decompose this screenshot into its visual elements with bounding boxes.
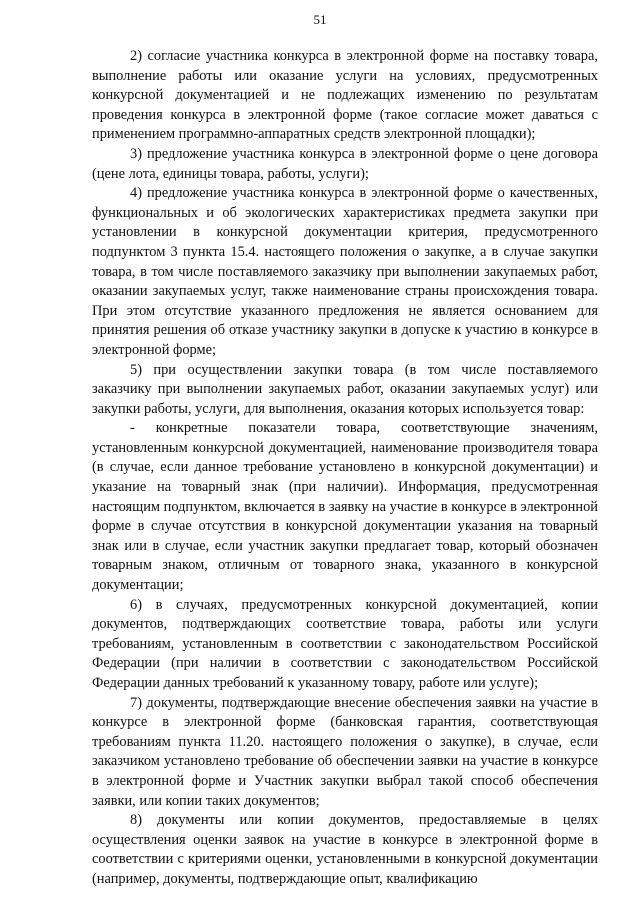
paragraph-item-8: 8) документы или копии документов, предоставляемые в целях осуществления оценки заявок на участие в конкурсе в электронной форме в соответствии с критериями оценки, установленными в конкурсной документации (например, документы, подтверждающие опыт, квалификацию [92, 812, 598, 887]
paragraph-item-2: 2) согласие участника конкурса в электронной форме на поставку товара, выполнение работы или оказание услуги на условиях, предусмотренных конкурсной документацией и не подлежащих изменению по результатам проведения конкурса в электронной форме (такое согласие может даваться с применением программно-аппаратных средств электронной площадки); [92, 48, 598, 143]
page-number: 51 [313, 12, 327, 27]
paragraph-item-7: 7) документы, подтверждающие внесение обеспечения заявки на участие в конкурсе в электронной форме (банковская гарантия, соответствующая требованиям пункта 11.20. настоящего положения о закупке), в случае, если заказчиком установлено требование об обеспечении заявки на участие в конкурсе в электронной форме и Участник закупки выбрал такой способ обеспечения заявки, или копии таких документов; [92, 694, 598, 809]
paragraph-item-3: 3) предложение участника конкурса в электронной форме о цене договора (цене лота, единицы товара, работы, услуги); [92, 145, 598, 182]
paragraph-item-4: 4) предложение участника конкурса в электронной форме о качественных, функциональных и об экологических характеристиках предмета закупки при установлении в конкурсной документации критерия, предусмотренного подпунктом 3 пункта 15.4. настоящего положения о закупке, а в случае закупки товара, в том числе поставляемого заказчику при выполнении закупаемых работ, оказании закупаемых услуг, также наименование страны происхождения товара. При этом отсутствие указанного предложения не является основанием для принятия решения об отказе участнику закупки в допуске к участию в конкурсе в электронной форме; [92, 185, 598, 358]
paragraph-subitem-dash: - конкретные показатели товара, соответствующие значениям, установленным конкурсной документацией, наименование производителя товара (в случае, если данное требование установлено в конкурсной документации) и указание на товарный знак (при наличии). Информация, предусмотренная настоящим подпунктом, включается в заявку на участие в конкурсе в электронной форме в случае отсутствия в конкурсной документации указания на товарный знак или в случае, если участник закупки предлагает товар, который обозначен товарным знаком, отличным от товарного знака, указанного в конкурсной документации; [92, 420, 598, 594]
document-body [92, 47, 598, 890]
paragraph-item-6: 6) в случаях, предусмотренных конкурсной документацией, копии документов, подтверждающих соответствие товара, работы или услуги требованиям, установленным в соответствии с законодательством Российской Федерации (при наличии в соответствии с законодательством Российской Федерации данных требований к указанному товару, работе или услуге); [92, 596, 598, 691]
paragraph-item-5: 5) при осуществлении закупки товара (в том числе поставляемого заказчику при выполнении закупаемых работ, оказании закупаемых услуг) или закупки работы, услуги, для выполнения, оказания которых используется товар: [92, 361, 598, 417]
